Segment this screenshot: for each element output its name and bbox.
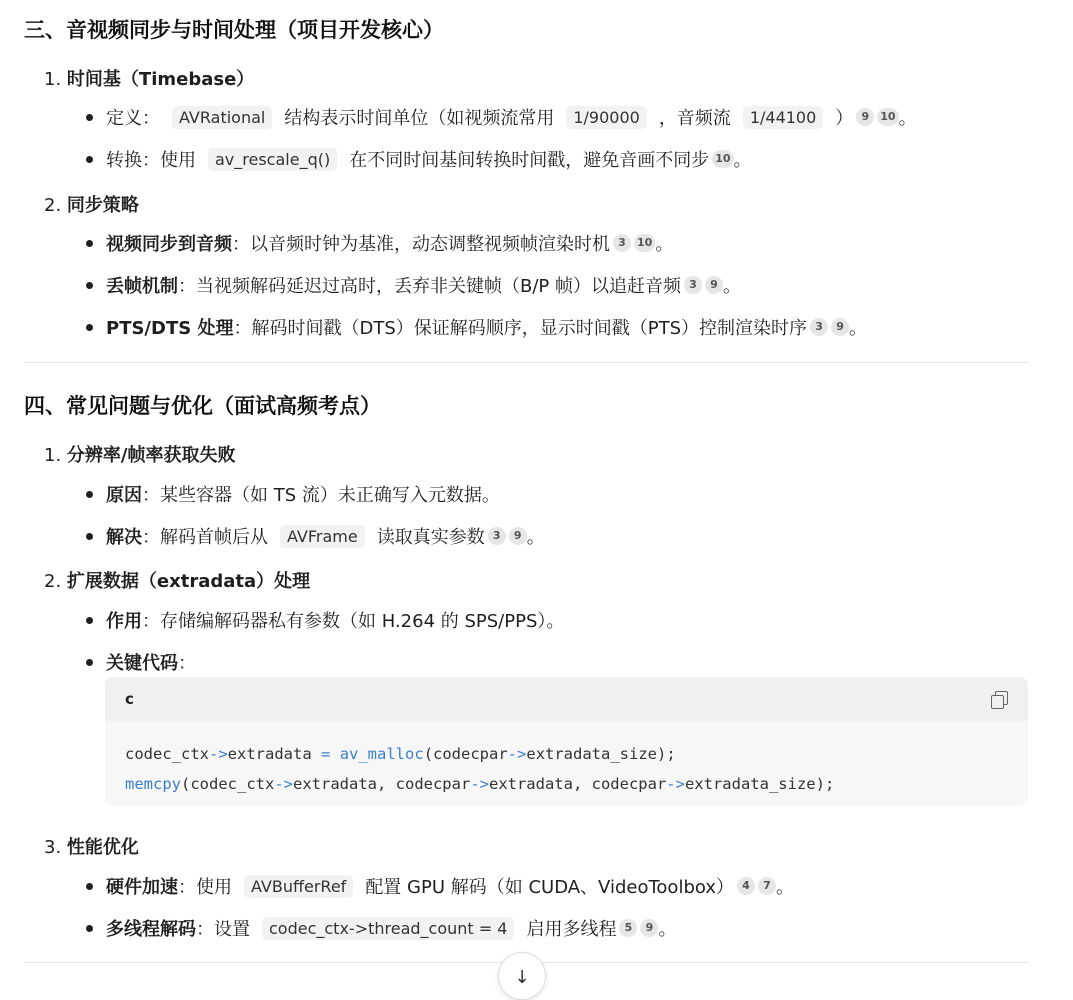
bullet-purpose: 作用 ：存储编解码器私有参数（如 H.264 的 SPS/PPS）。 — [86, 607, 564, 633]
citation-badge[interactable]: 7 — [758, 877, 776, 895]
section-divider — [24, 362, 1028, 363]
code-content: codec_ctx->extradata = av_malloc(codecpar->extradata_size); memcpy(codec_ctx->extradata, codecpar->extradata, codecpar->extradata_size); — [125, 745, 835, 793]
inline-code: AVRational — [172, 106, 272, 129]
inline-code: codec_ctx->thread_count = 4 — [262, 917, 514, 940]
bullet-pts-dts: PTS/DTS 处理 ：解码时间戳（DTS）保证解码顺序，显示时间戳（PTS）控制渲染时序 3 9 。 — [86, 314, 867, 340]
inline-code: 1/90000 — [566, 106, 646, 129]
bullet-key-code: 关键代码 ： — [86, 649, 196, 675]
citation-badge[interactable]: 5 — [619, 919, 637, 937]
citation-badge[interactable]: 9 — [509, 527, 527, 545]
bullet-solution: 解决 ：解码首帧后从 AVFrame 读取真实参数 3 9 。 — [86, 523, 545, 549]
ol-item-performance: 3. 性能优化 — [44, 837, 139, 858]
bullet-dot — [86, 533, 93, 540]
citation-badge[interactable]: 4 — [737, 877, 755, 895]
bullet-multithread: 多线程解码 ：设置 codec_ctx->thread_count = 4 启用多线程 5 9 。 — [86, 915, 676, 941]
bullet-dot — [86, 240, 93, 247]
citation-badge[interactable]: 9 — [705, 276, 723, 294]
inline-code: av_rescale_q() — [208, 148, 337, 171]
citation-badge[interactable]: 10 — [712, 150, 733, 168]
bullet-dot — [86, 324, 93, 331]
bullet-dot — [86, 491, 93, 498]
citation-badge[interactable]: 10 — [877, 108, 898, 126]
bullet-cause: 原因 ：某些容器（如 TS 流）未正确写入元数据。 — [86, 481, 500, 507]
arrow-down-icon: ↓ — [514, 967, 530, 988]
bullet-definition: 定义： AVRational 结构表示时间单位（如视频流常用 1/90000 ，音频流 1/44100 ） 9 10 。 — [86, 104, 917, 130]
citation-badge[interactable]: 9 — [640, 919, 658, 937]
citation-badge[interactable]: 9 — [856, 108, 874, 126]
bullet-frame-drop: 丢帧机制 ：当视频解码延迟过高时，丢弃非关键帧（B/P 帧）以追赶音频 3 9 。 — [86, 272, 741, 298]
scroll-down-button[interactable] — [498, 952, 546, 1000]
bullet-conversion: 转换：使用 av_rescale_q() 在不同时间基间转换时间戳，避免音画不同步 10 。 — [86, 146, 752, 172]
citation-badge[interactable]: 3 — [810, 318, 828, 336]
ol-item-sync-strategy: 2. 同步策略 — [44, 195, 139, 216]
citation-badge[interactable]: 3 — [684, 276, 702, 294]
copy-icon[interactable] — [990, 690, 1008, 708]
citation-badge[interactable]: 3 — [613, 234, 631, 252]
section-3-heading: 三、音视频同步与时间处理（项目开发核心） — [24, 18, 444, 42]
bullet-dot — [86, 282, 93, 289]
code-block — [105, 677, 1028, 806]
bullet-dot — [86, 925, 93, 932]
bullet-video-sync: 视频同步到音频 ：以音频时钟为基准，动态调整视频帧渲染时机 3 10 。 — [86, 230, 673, 256]
inline-code: AVBufferRef — [244, 875, 353, 898]
code-language-label: c — [125, 690, 134, 708]
ol-item-extradata: 2. 扩展数据（extradata）处理 — [44, 571, 311, 592]
code-block-header — [105, 677, 1028, 721]
bullet-dot — [86, 617, 93, 624]
bullet-dot — [86, 659, 93, 666]
bullet-dot — [86, 883, 93, 890]
section-4-heading: 四、常见问题与优化（面试高频考点） — [24, 394, 381, 418]
citation-badge[interactable]: 3 — [488, 527, 506, 545]
inline-code: AVFrame — [280, 525, 365, 548]
inline-code: 1/44100 — [743, 106, 823, 129]
ol-item-timebase: 1. 时间基（Timebase） — [44, 69, 255, 90]
ol-item-resolution: 1. 分辨率/帧率获取失败 — [44, 445, 236, 466]
bullet-hw-accel: 硬件加速 ：使用 AVBufferRef 配置 GPU 解码（如 CUDA、VideoToolbox） 4 7 。 — [86, 873, 794, 899]
citation-badge[interactable]: 9 — [831, 318, 849, 336]
bullet-dot — [86, 156, 93, 163]
bullet-dot — [86, 114, 93, 121]
citation-badge[interactable]: 10 — [634, 234, 655, 252]
